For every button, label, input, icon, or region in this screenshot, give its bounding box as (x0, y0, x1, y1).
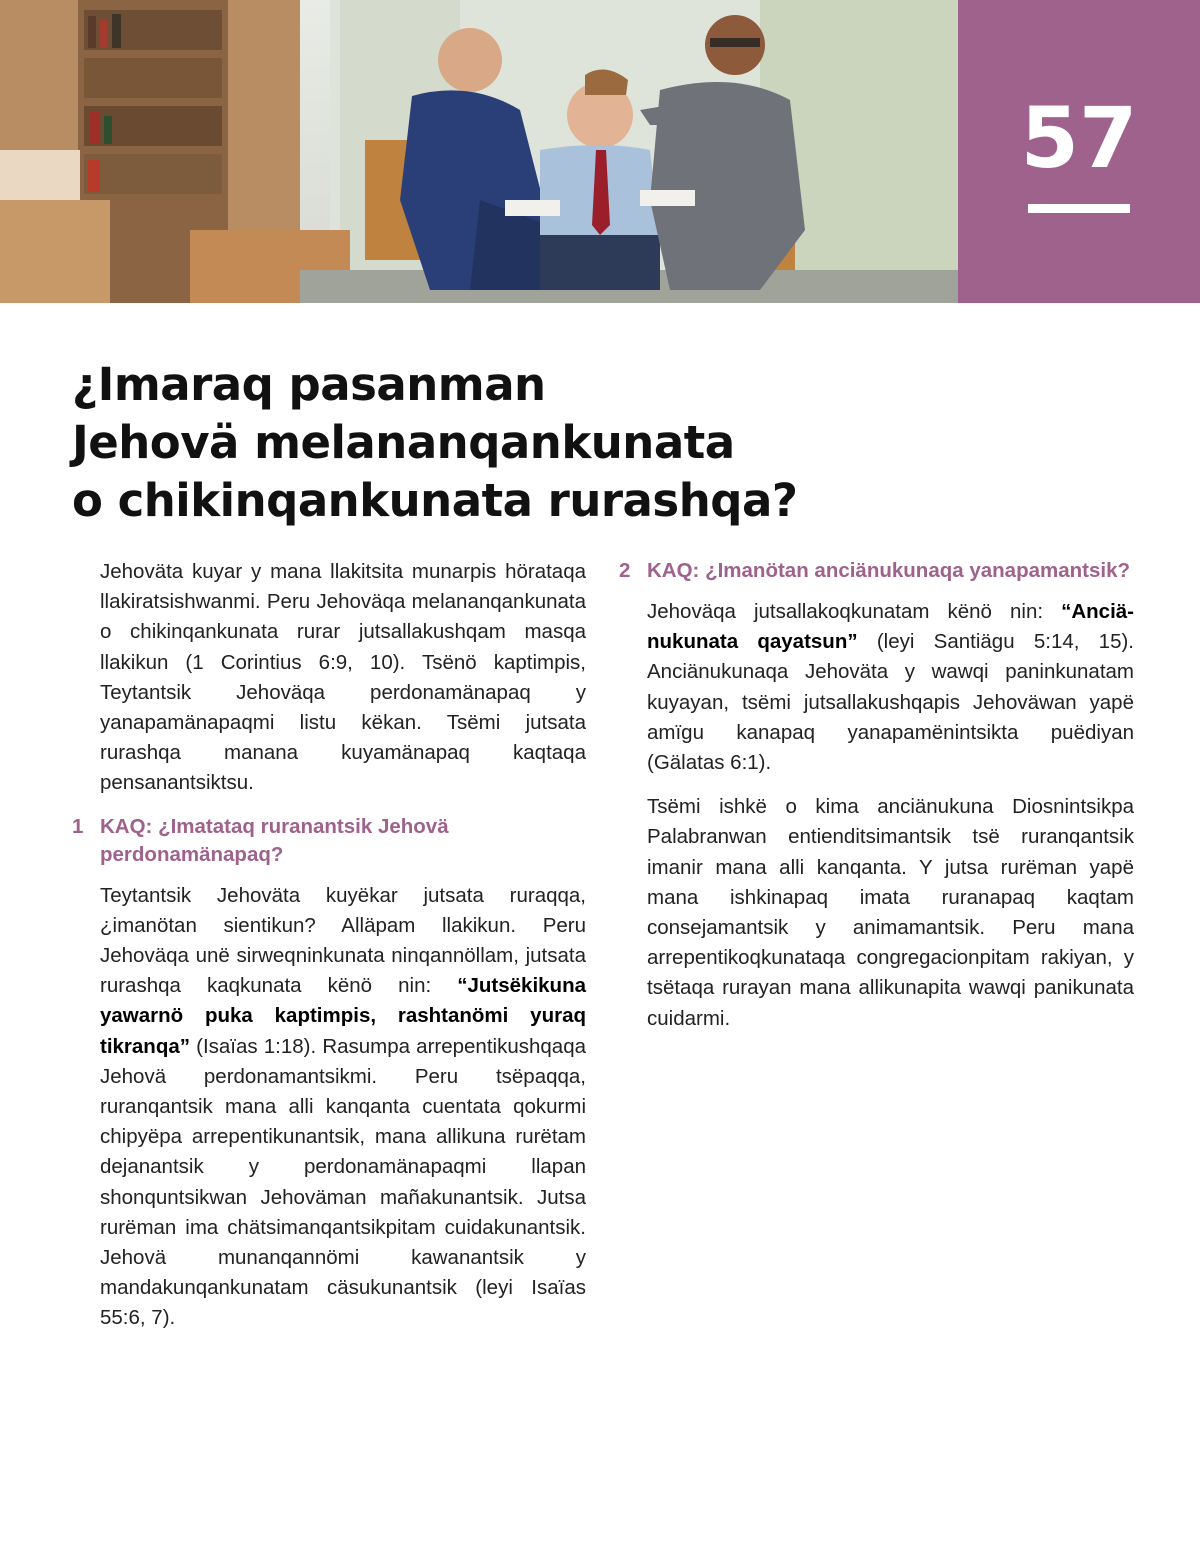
section-2-heading (619, 557, 1134, 585)
scripture-quote: “Jutsëkikuna yawarnö puka kaptimpis, rashtanömi yuraq tikranqa” (100, 974, 586, 1058)
section-1-paragraph (72, 881, 586, 1334)
paragraph-text: (Isaïas 1:18). Rasumpa arrepentikushqaqa Jehovä perdonamantsikmi. Peru tsëpaqqa, ruranqantsik mana alli kanqanta cuentata qokurmi chipyëpa arrepentikunantsik, mana allikuna rurëtam dejanantsik y perdonamänapaqmi llapan shonquntsikwan Jehoväman mañakunantsik. Jutsa rurëman ima chätsimanqantsikpitam cuidakunantsik. Jehovä munanqannömi kawanantsik y mandakunqankunatam cäsukunantsik (leyi Isaïas 55:6, 7). (100, 1034, 586, 1330)
paragraph-text: (leyi Santiägu 5:14, 15). Anciänukunaqa Jehoväta y wawqi paninkunatam kuyayan, tsëmi jutsallakushqapis Jehoväwan yapë amïgu kanapaq yanapamënintsikta puëdiyan (Gälatas 6:1). (647, 630, 1135, 775)
elders-helping-man-photo (0, 0, 958, 303)
scripture-quote: “Anciänukunata qayatsun” (647, 600, 1134, 654)
section-number: 1 (72, 814, 84, 838)
lesson-number-underline (1028, 204, 1130, 213)
left-column (72, 557, 586, 1348)
section-1-heading (72, 813, 586, 869)
title-line: ¿Imaraq pasanman (72, 358, 546, 411)
section-question: KAQ: ¿Imanötan anciänukunaqa yanapamantsik? (647, 559, 1130, 582)
section-2-paragraph-2: Tsëmi ishkë o kima anciänukuna Diosnintsikpa Palabranwan entienditsimantsik tsë ruranqantsik imanir mana alli kanqanta. Y jutsa rurëman yapë mana ishkinapaq imata ruranapaq kaqtam consejamantsik y animamantsik. Peru mana arrepentikoqkunataqa congregacionpitam rakiyan, y tsëtaqa rurayan mana allikunapita wawqi panikunata cuidarmi. (647, 795, 1134, 1030)
intro-paragraph: Jehoväta kuyar y mana llakitsita munarpis hörataqa llakiratsishwanmi. Peru Jehoväqa melananqankunata o chikinqankunata rurar jutsallakushqam masqa llakikun (1 Corintius 6:9, 10). Tsënö kaptimpis, Teytantsik Jehoväqa perdonamänapaq y yanapamänapaqmi listu këkan. Tsëmi jutsata rurashqa manana kuyamänapaq kaqtaqa pensanantsiktsu. (100, 560, 586, 795)
section-number: 2 (619, 559, 631, 582)
lesson-number-tab (958, 0, 1200, 303)
paragraph-text: Jehoväqa jutsallakoqkunatam kënö nin: (647, 600, 1062, 623)
lesson-number: 57 (1020, 89, 1138, 187)
section-question: KAQ: ¿Imatataq ruranantsik Jehovä perdonamänapaq? (100, 814, 449, 866)
title-line: Jehovä melananqankunata (72, 416, 735, 469)
page-title (72, 356, 932, 530)
title-line: o chikinqankunata rurashqa? (72, 474, 798, 527)
right-column (619, 557, 1134, 1048)
header-photo (0, 0, 958, 303)
section-2-paragraph (619, 597, 1134, 778)
paragraph-text: Teytantsik Jehoväta kuyëkar jutsata ruraqqa, ¿imanötan sientikun? Alläpam llakikun. Peru Jehoväqa unë sirweqninkunata ninqannöllam, jutsata rurashqa kaqkunata kënö nin: (100, 883, 586, 998)
